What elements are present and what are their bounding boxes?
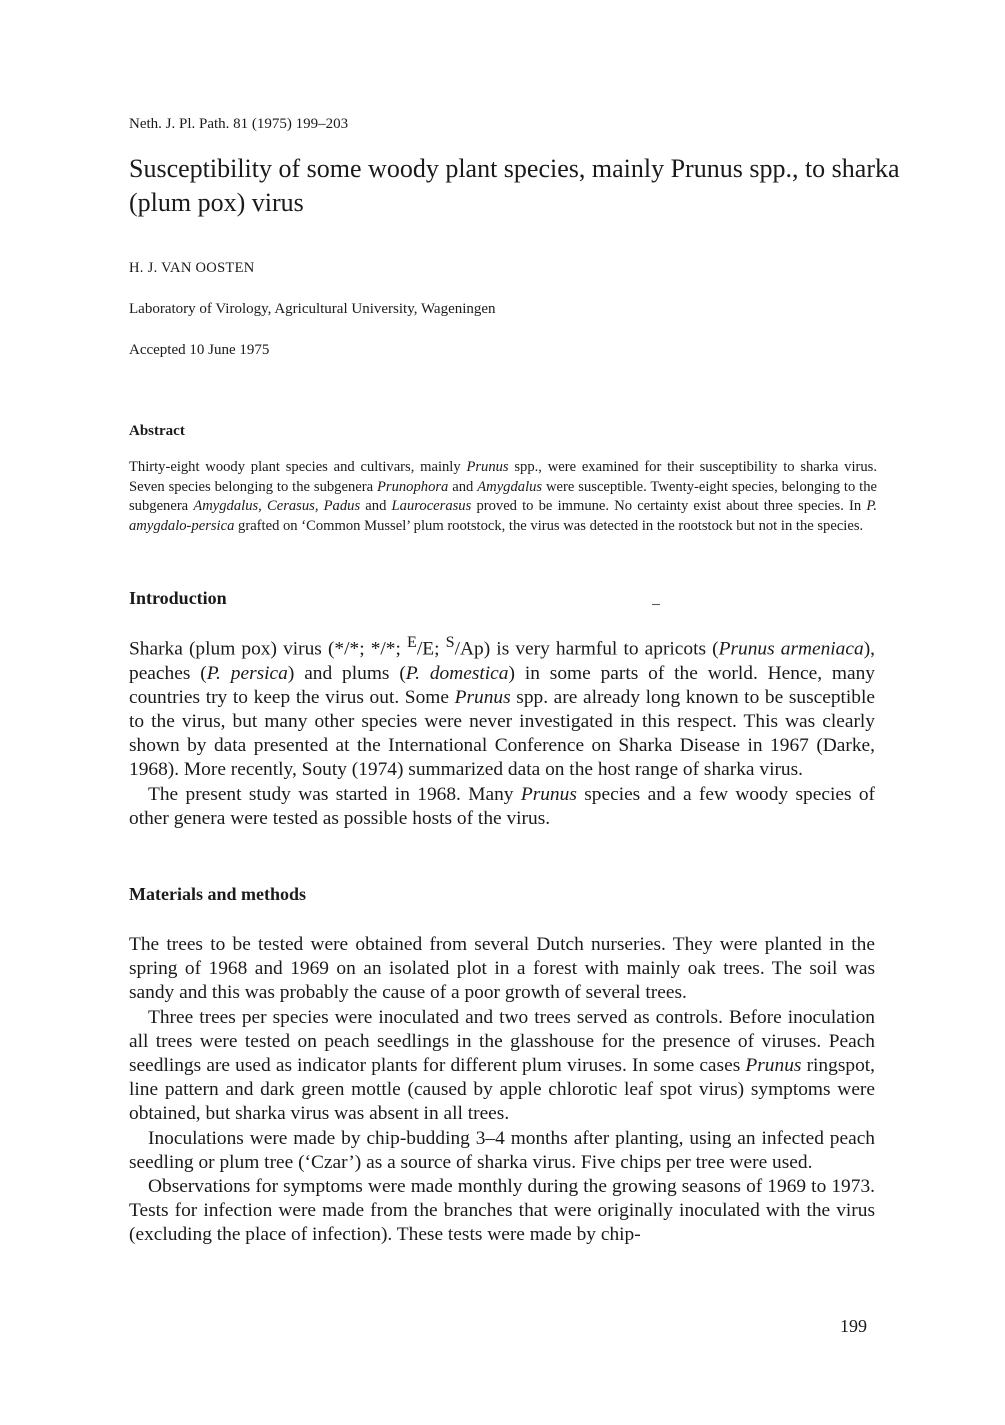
methods-paragraph-4: Observations for symptoms were made monthly during the growing seasons of 1969 to 1973. Tests for infection were made from the branches that were originally inoculated with the virus (excluding the place of infection). These tests were made by chip- bbox=[129, 1176, 875, 1246]
methods-heading: Materials and methods bbox=[129, 884, 306, 904]
introduction-paragraph-2: The present study was started in 1968. Many Prunus species and a few woody species of other genera were tested as possible hosts of the virus. bbox=[129, 783, 875, 829]
stray-mark bbox=[652, 604, 660, 605]
methods-body bbox=[129, 933, 875, 1248]
paper-title: Susceptibility of some woody plant species, mainly Prunus spp., to sharka (plum pox) virus bbox=[129, 154, 900, 217]
methods-paragraph-3: Inoculations were made by chip-budding 3–4 months after planting, using an infected peach seedling or plum tree (‘Czar’) as a source of sharka virus. Five chips per tree were used. bbox=[129, 1127, 875, 1173]
author: H. J. VAN OOSTEN bbox=[129, 260, 255, 276]
methods-paragraph-1: The trees to be tested were obtained from several Dutch nurseries. They were planted in the spring of 1968 and 1969 on an isolated plot in a forest with mainly oak trees. The soil was sandy and this was probably the cause of a poor growth of several trees. bbox=[129, 934, 875, 1004]
accepted-date: Accepted 10 June 1975 bbox=[129, 342, 270, 358]
introduction-heading: Introduction bbox=[129, 588, 227, 608]
abstract-text: Thirty-eight woody plant species and cultivars, mainly Prunus spp., were examined for their susceptibility to sharka virus. Seven species belonging to the subgenera Prunophora and Amygdalus were susceptible. Twenty-eight species, belonging to the subgenera Amygdalus, Cerasus, Padus and Laurocerasus proved to be immune. No certainty exist about three species. In P. amygdalo-persica grafted on ‘Common Mussel’ plum rootstock, the virus was detected in the rootstock but not in the species. bbox=[129, 459, 878, 534]
abstract-heading: Abstract bbox=[129, 423, 185, 439]
introduction-paragraph-1: Sharka (plum pox) virus (*/*; */*; $^E$/E; $^S$/Ap) is very harmful to apricots (Prunus armeniaca), peaches (P. persica) and plums (P. domestica) in some parts of the world. Hence, many countries try to keep the virus out. Some Prunus spp. are already long known to be susceptible to the virus, but many other species were never investigated in this respect. This was clearly shown by data presented at the International Conference on Sharka Disease in 1967 (Darke, 1968). More recently, Souty (1974) summarized data on the host range of sharka virus. bbox=[129, 634, 875, 781]
journal-reference: Neth. J. Pl. Path. 81 (1975) 199–203 bbox=[129, 116, 349, 132]
page-number: 199 bbox=[840, 1316, 867, 1336]
methods-paragraph-2: Three trees per species were inoculated and two trees served as controls. Before inoculation all trees were tested on peach seedlings in the glasshouse for the presence of viruses. Peach seedlings are used as indicator plants for different plum viruses. In some cases Prunus ringspot, line pattern and dark green mottle (caused by apple chlorotic leaf spot virus) symptoms were obtained, but sharka virus was absent in all trees. bbox=[129, 1006, 875, 1125]
affiliation: Laboratory of Virology, Agricultural University, Wageningen bbox=[129, 301, 496, 317]
introduction-body bbox=[129, 631, 875, 831]
